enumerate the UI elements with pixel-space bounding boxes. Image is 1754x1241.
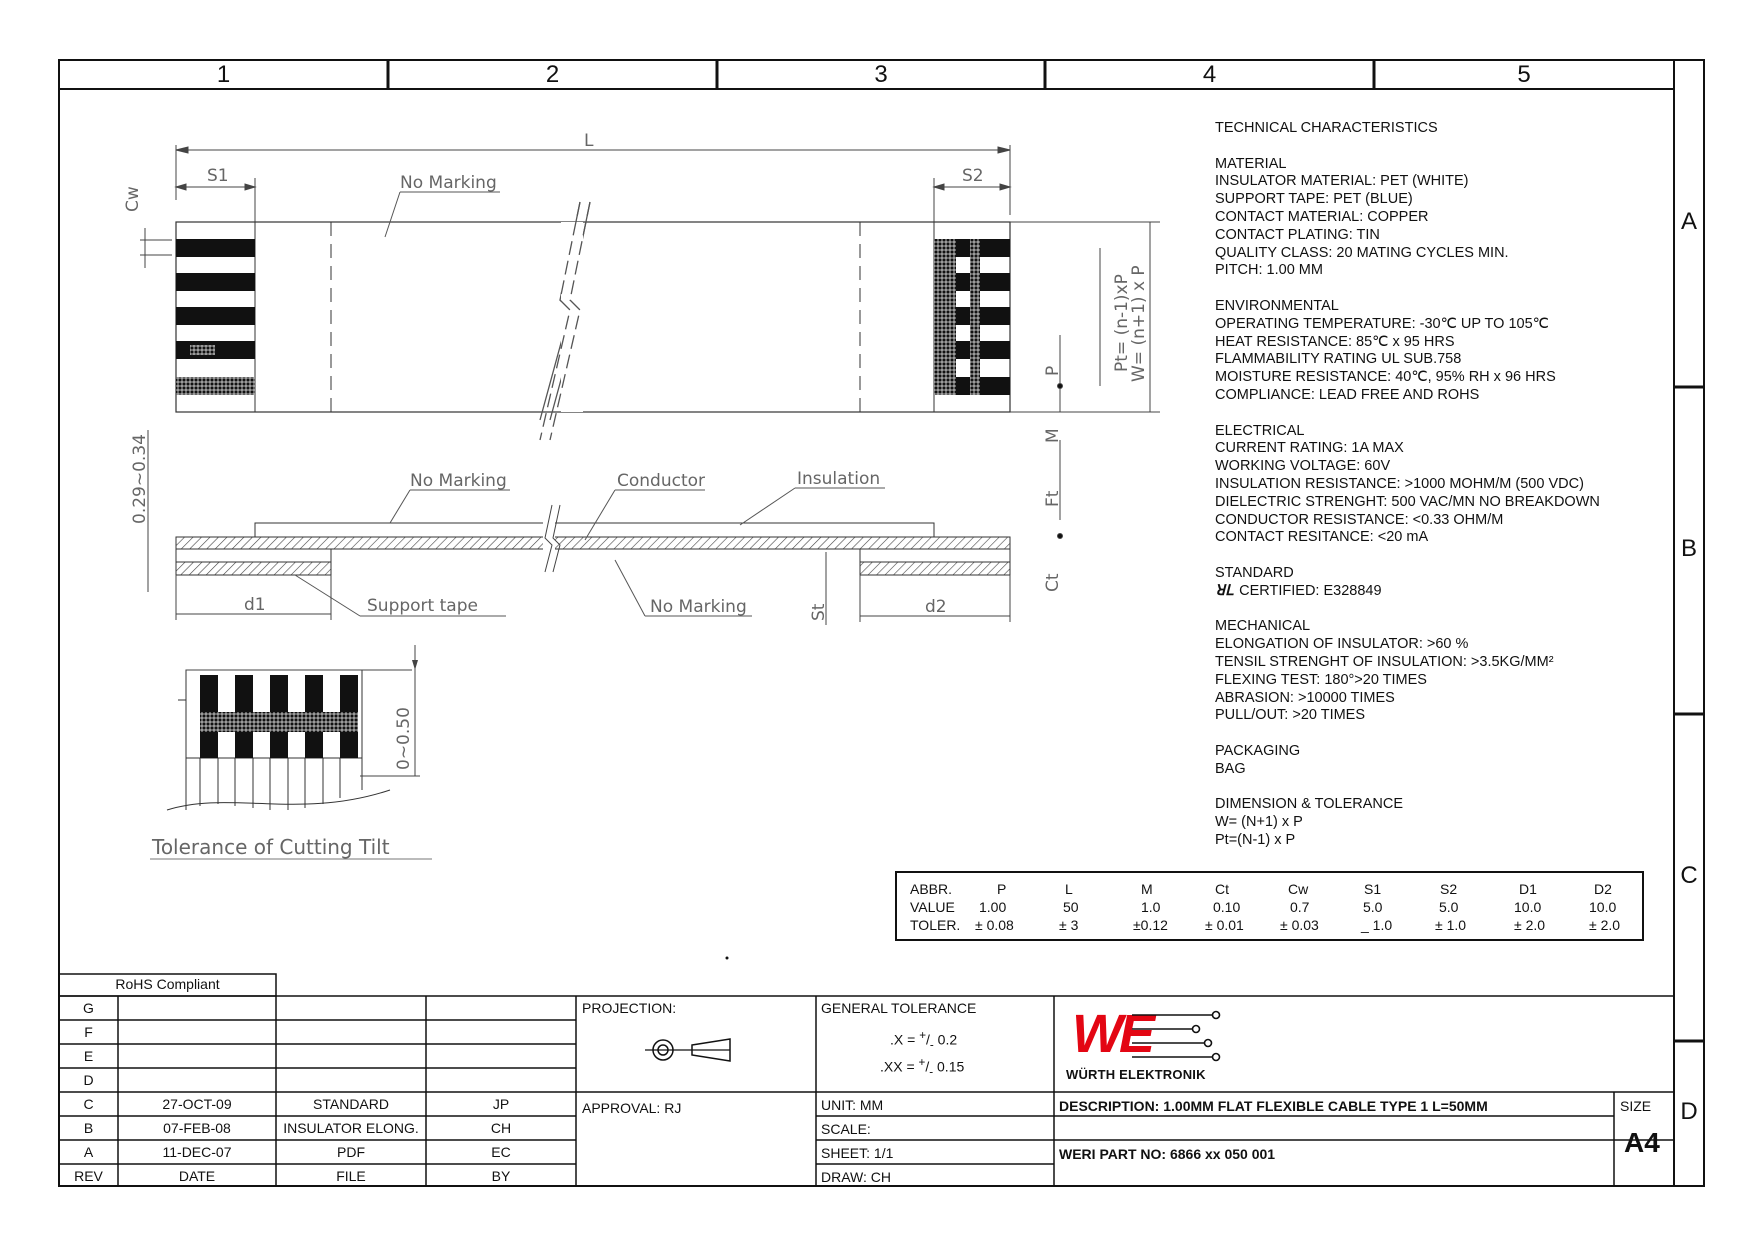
heading-dimension: DIMENSION & TOLERANCE (1215, 796, 1404, 813)
spec-line: BAG (1215, 760, 1246, 777)
spec-line: COMPLIANCE: LEAD FREE AND ROHS (1215, 386, 1480, 403)
spec-line: DIELECTRIC STRENGHT: 500 VAC/MN NO BREAKDOWN (1215, 493, 1600, 510)
tol-x-value: 0.2 (937, 1031, 958, 1048)
spec-line: CONTACT RESITANCE: <20 mA (1215, 529, 1429, 546)
abbr-toler: ± 0.03 (1280, 917, 1319, 933)
label-no-marking-side: No Marking (410, 471, 507, 491)
abbr-value: 5.0 (1439, 899, 1459, 915)
projection-symbol-icon (645, 1036, 735, 1064)
abbr-value: 50 (1063, 899, 1079, 915)
spec-line: INSULATOR MATERIAL: PET (WHITE) (1215, 173, 1469, 190)
spec-line: INSULATION RESISTANCE: >1000 MOHM/M (500 VDC) (1215, 475, 1584, 492)
abbr-header: S2 (1440, 881, 1458, 897)
heading-standard: STANDARD (1215, 564, 1294, 581)
tolerance-xx (880, 1056, 964, 1078)
spec-line: Pt=(N-1) x P (1215, 831, 1296, 848)
abbr-toler: TOLER. (910, 917, 961, 933)
general-tolerance-label: GENERAL TOLERANCE (821, 1000, 977, 1016)
rev-letter: D (83, 1072, 94, 1088)
spec-line: QUALITY CLASS: 20 MATING CYCLES MIN. (1215, 244, 1509, 261)
spec-line: SUPPORT TAPE: PET (BLUE) (1215, 191, 1413, 208)
label-s1: S1 (207, 166, 229, 186)
rev-file: INSULATOR ELONG. (283, 1120, 419, 1136)
rohs-label: RoHS Compliant (115, 976, 220, 992)
label-pt-formula: Pt= (n-1)xP (1112, 274, 1132, 372)
abbr-value: 10.0 (1514, 899, 1542, 915)
abbr-toler: ± 2.0 (1514, 917, 1546, 933)
spec-line: CONTACT MATERIAL: COPPER (1215, 208, 1429, 225)
heading-mechanical: MECHANICAL (1215, 618, 1311, 635)
tol-slash: / (926, 1031, 930, 1048)
rev-letter: G (83, 1000, 94, 1016)
abbr-header: L (1065, 881, 1073, 897)
rev-letter: E (83, 1048, 94, 1064)
part-number-text: WERI PART NO: 6866 xx 050 001 (1059, 1146, 1276, 1162)
heading-environmental: ENVIRONMENTAL (1215, 297, 1339, 314)
row-label-a: A (1680, 208, 1697, 235)
label-tilt-title: Tolerance of Cutting Tilt (152, 835, 390, 859)
abbr-value: 10.0 (1589, 899, 1617, 915)
abbr-toler: ± 3 (1059, 917, 1079, 933)
logo-we: WE (1072, 1004, 1151, 1064)
abbr-value: 0.10 (1213, 899, 1241, 915)
heading-material: MATERIAL (1215, 155, 1287, 172)
rev-header-rev: REV (74, 1168, 103, 1184)
spec-line: HEAT RESISTANCE: 85℃ x 95 HRS (1215, 333, 1455, 350)
row-label-d: D (1680, 1098, 1698, 1125)
rev-header-by: BY (491, 1168, 511, 1184)
label-tilt-range: 0~0.50 (394, 707, 414, 770)
spec-line: FLEXING TEST: 180°>20 TIMES (1215, 671, 1427, 688)
tol-minus: - (929, 1038, 934, 1052)
tol-x-label: .X = (890, 1031, 920, 1048)
abbr-header: S1 (1364, 881, 1382, 897)
size-label: SIZE (1620, 1098, 1652, 1114)
draw-label: DRAW: CH (821, 1169, 891, 1185)
logo-brand-text: WÜRTH ELEKTRONIK (1066, 1067, 1206, 1082)
abbr-value: 5.0 (1363, 899, 1383, 915)
abbr-value: VALUE (910, 899, 955, 915)
abbr-header: D2 (1594, 881, 1612, 897)
heading-electrical: ELECTRICAL (1215, 422, 1305, 439)
spec-line: PULL/OUT: >20 TIMES (1215, 707, 1366, 724)
label-d2: d2 (925, 597, 947, 617)
column-label-5: 5 (1517, 61, 1531, 88)
rev-date: 11-DEC-07 (162, 1144, 232, 1160)
label-ft: Ft (1043, 490, 1063, 507)
tol-slash: / (925, 1058, 930, 1075)
column-label-2: 2 (545, 61, 560, 88)
unit-label: UNIT: MM (821, 1097, 884, 1113)
abbr-header: Cw (1288, 881, 1309, 897)
heading-packaging: PACKAGING (1215, 742, 1301, 759)
tol-plus: + (918, 1056, 926, 1069)
projection-label: PROJECTION: (582, 1000, 677, 1016)
tol-xx-label: .XX = (880, 1058, 919, 1075)
tol-xx-value: 0.15 (937, 1058, 965, 1075)
abbr-toler: ±0.12 (1133, 917, 1168, 933)
abbr-header: M (1141, 881, 1153, 897)
label-s2: S2 (962, 166, 984, 186)
label-d1: d1 (244, 595, 266, 615)
rev-date: 27-OCT-09 (162, 1096, 232, 1112)
size-value: A4 (1624, 1127, 1660, 1158)
label-p: P (1043, 365, 1063, 376)
spec-line: ABRASION: >10000 TIMES (1215, 689, 1395, 706)
spec-line: CONDUCTOR RESISTANCE: <0.33 OHM/M (1215, 511, 1504, 528)
rev-file: STANDARD (313, 1096, 389, 1112)
abbr-toler: ± 1.0 (1435, 917, 1467, 933)
description-text: DESCRIPTION: 1.00MM FLAT FLEXIBLE CABLE TYPE 1 L=50MM (1059, 1098, 1488, 1114)
label-thickness: 0.29~0.34 (130, 434, 150, 524)
abbr-toler: ± 2.0 (1589, 917, 1621, 933)
scale-label: SCALE: (821, 1121, 871, 1137)
abbr-toler: _ 1.0 (1361, 917, 1393, 933)
label-no-marking-bottom: No Marking (650, 597, 747, 617)
rev-letter: B (83, 1120, 94, 1136)
rev-by: CH (490, 1120, 512, 1136)
spec-line: W= (N+1) x P (1215, 814, 1303, 831)
abbr-value: 1.00 (979, 899, 1007, 915)
abbr-header: D1 (1519, 881, 1537, 897)
column-label-3: 3 (874, 61, 888, 88)
column-label-1: 1 (216, 61, 231, 88)
spec-line: FLAMMABILITY RATING UL SUB.758 (1215, 351, 1462, 368)
rev-file: PDF (337, 1144, 365, 1160)
rev-letter: C (83, 1096, 94, 1112)
label-l: L (584, 131, 594, 151)
rev-letter: F (84, 1024, 93, 1040)
abbr-value: 1.0 (1141, 899, 1161, 915)
row-label-c: C (1680, 862, 1698, 889)
wurth-logo (1060, 1003, 1240, 1087)
spec-line: TENSIL STRENGHT OF INSULATION: >3.5KG/MM² (1215, 653, 1554, 670)
label-m: M (1043, 428, 1063, 443)
tech-title: TECHNICAL CHARACTERISTICS (1215, 120, 1438, 136)
rev-header-date: DATE (178, 1168, 216, 1184)
certified-text: CERTIFIED: E328849 (1239, 582, 1382, 599)
tol-plus: + (919, 1029, 926, 1042)
spec-line: MOISTURE RESISTANCE: 40℃, 95% RH x 96 HRS (1215, 369, 1556, 386)
column-label-4: 4 (1202, 61, 1217, 88)
rev-by: EC (491, 1144, 511, 1160)
label-ct: Ct (1043, 573, 1063, 592)
logo-lines-icon (1132, 1009, 1240, 1065)
rev-letter: A (83, 1144, 94, 1160)
label-conductor: Conductor (617, 471, 706, 491)
abbr-header: ABBR. (910, 881, 953, 897)
label-support-tape: Support tape (367, 596, 478, 616)
tolerance-x (890, 1029, 957, 1051)
abbr-header: Ct (1215, 881, 1229, 897)
spec-line: CONTACT PLATING: TIN (1215, 226, 1380, 243)
label-cw: Cw (123, 186, 143, 212)
rev-header-file: FILE (336, 1168, 366, 1184)
label-no-marking-top: No Marking (400, 173, 497, 193)
label-w-formula: W= (n+1) x P (1129, 265, 1149, 382)
spec-line: WORKING VOLTAGE: 60V (1215, 458, 1391, 475)
row-label-b: B (1680, 535, 1697, 562)
abbr-header: P (997, 881, 1007, 897)
spec-line: OPERATING TEMPERATURE: -30℃ UP TO 105℃ (1215, 315, 1549, 332)
abbr-value: 0.7 (1290, 899, 1310, 915)
approval-label: APPROVAL: RJ (582, 1100, 682, 1116)
sheet-label: SHEET: 1/1 (821, 1145, 894, 1161)
spec-line: CURRENT RATING: 1A MAX (1215, 440, 1404, 457)
abbr-toler: ± 0.08 (975, 917, 1014, 933)
abbr-toler: ± 0.01 (1205, 917, 1244, 933)
label-st: St (809, 603, 829, 621)
rev-by: JP (492, 1096, 510, 1112)
spec-line: PITCH: 1.00 MM (1215, 262, 1323, 279)
label-insulation: Insulation (797, 469, 881, 489)
spec-line: ELONGATION OF INSULATOR: >60 % (1215, 636, 1469, 653)
tol-minus: - (929, 1065, 934, 1079)
rev-date: 07-FEB-08 (163, 1120, 231, 1136)
ul-mark-icon: ꓤꓡ (1215, 582, 1234, 599)
